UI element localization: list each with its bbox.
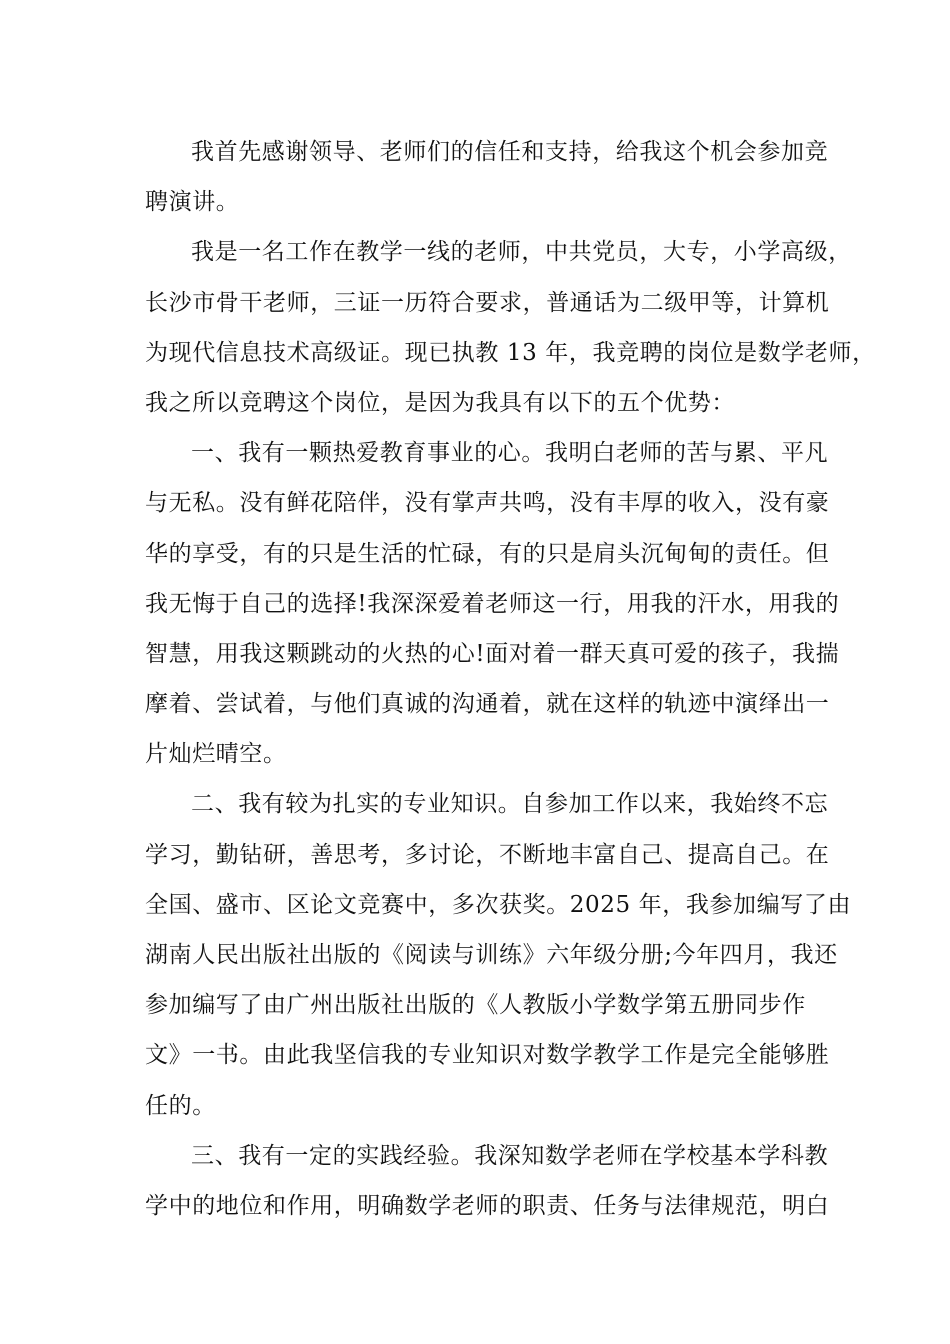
text-line: 我是一名工作在教学一线的老师，中共党员，大专，小学高级， xyxy=(191,239,852,266)
text-line: 二、我有较为扎实的专业知识。自参加工作以来，我始终不忘 xyxy=(191,791,829,818)
text-line: 片灿烂晴空。 xyxy=(145,741,287,768)
document-body xyxy=(145,127,876,1231)
text-line: 任的。 xyxy=(145,1092,216,1119)
text-line: 学习，勤钻研，善思考，多讨论，不断地丰富自己、提高自己。在 xyxy=(145,841,830,868)
text-line: 智慧，用我这颗跳动的火热的心!面对着一群天真可爱的孩子，我揣 xyxy=(145,640,840,667)
text-line: 参加编写了由广州出版社出版的《人教版小学数学第五册同步作 xyxy=(145,992,806,1019)
text-line: 我之所以竞聘这个岗位，是因为我具有以下的五个优势： xyxy=(145,389,735,416)
text-line: 文》一书。由此我坚信我的专业知识对数学教学工作是完全能够胜 xyxy=(145,1042,830,1069)
text-line: 为现代信息技术高级证。现已执教 13 年，我竞聘的岗位是数学老师， xyxy=(145,339,876,366)
text-line: 三、我有一定的实践经验。我深知数学老师在学校基本学科教 xyxy=(191,1142,829,1169)
text-line: 学中的地位和作用，明确数学老师的职责、任务与法律规范，明白 xyxy=(145,1192,830,1219)
text-line: 与无私。没有鲜花陪伴，没有掌声共鸣，没有丰厚的收入，没有豪 xyxy=(145,490,830,517)
text-line: 摩着、尝试着，与他们真诚的沟通着，就在这样的轨迹中演绎出一 xyxy=(145,691,830,718)
text-line: 聘演讲。 xyxy=(145,189,240,216)
text-line: 湖南人民出版社出版的《阅读与训练》六年级分册;今年四月，我还 xyxy=(145,942,838,968)
text-line: 华的享受，有的只是生活的忙碌，有的只是肩头沉甸甸的责任。但 xyxy=(145,540,830,567)
text-line: 我首先感谢领导、老师们的信任和支持，给我这个机会参加竞 xyxy=(191,139,829,165)
text-line: 我无悔于自己的选择!我深深爱着老师这一行，用我的汗水，用我的 xyxy=(145,590,840,617)
text-line: 全国、盛市、区论文竞赛中，多次获奖。2025 年，我参加编写了由 xyxy=(145,891,852,918)
text-line: 长沙市骨干老师，三证一历符合要求，普通话为二级甲等，计算机 xyxy=(145,289,830,316)
text-line: 一、我有一颗热爱教育事业的心。我明白老师的苦与累、平凡 xyxy=(191,440,829,467)
